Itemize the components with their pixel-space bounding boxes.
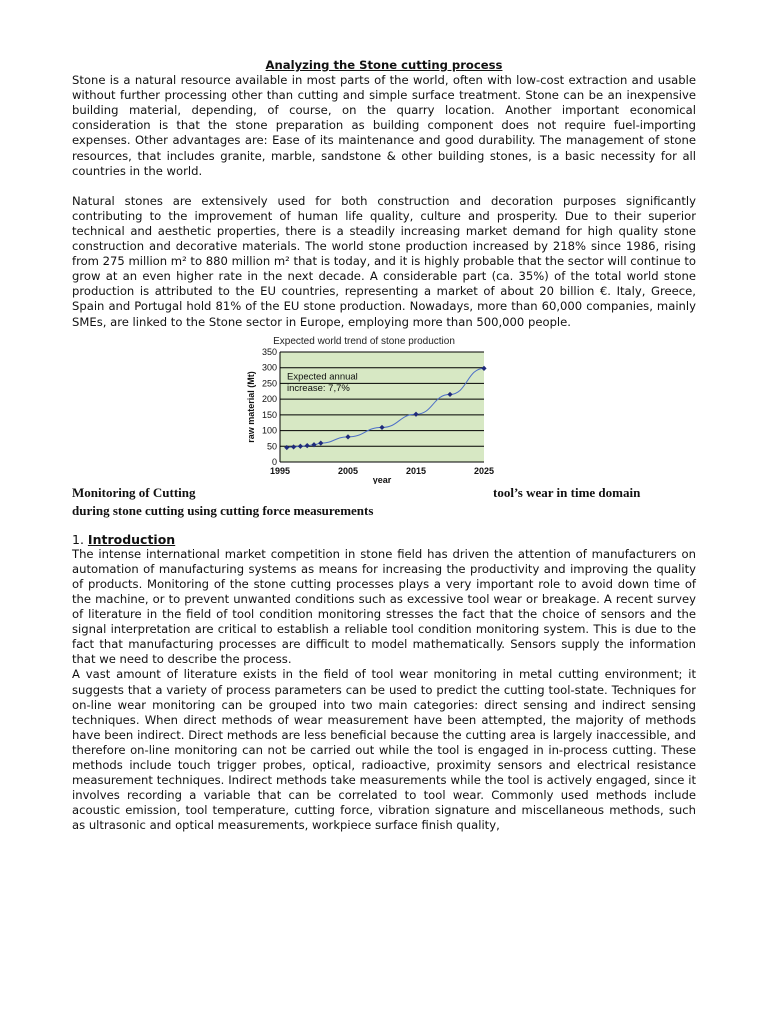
- x-axis-label: year: [372, 474, 392, 484]
- x-tick-label: 2015: [405, 465, 427, 476]
- section-heading: [72, 484, 696, 520]
- y-tick-label: 50: [266, 440, 277, 451]
- y-tick-label: 100: [261, 425, 277, 436]
- production-chart: [240, 334, 496, 484]
- annotation-line-2: increase: 7,7%: [287, 382, 350, 394]
- y-tick-label: 0: [271, 456, 277, 467]
- y-tick-label: 350: [261, 346, 277, 357]
- y-tick-label: 200: [261, 393, 277, 404]
- intro-paragraph-1: The intense international market competition in stone field has driven the attention of manufacturers on automation of manufacturing systems as means for increasing the productivity and improving the quality of products. Monitoring of the stone cutting processes plays a very important role to avoid down time of the machine, or to prevent unwanted conditions such as excessive tool wear or breakage. A recent survey of literature in the field of tool condition monitoring stresses the fact that the choice of sensors and the signal interpretation are critical to establish a reliable tool condition monitoring system. This is due to the fact that manufacturing processes are difficult to model mathematically. Sensors supply the information that we need to describe the process.: [72, 546, 696, 667]
- y-tick-label: 300: [261, 362, 277, 373]
- heading-right: tool’s wear in time domain: [493, 484, 641, 500]
- document-title: Analyzing the Stone cutting process: [265, 58, 503, 72]
- y-tick-label: 250: [261, 378, 277, 389]
- chart-container: [72, 334, 696, 484]
- intro-number: 1.: [72, 531, 84, 547]
- x-tick-label: 2005: [337, 465, 359, 476]
- y-axis-ticks: [262, 347, 277, 467]
- intro-heading: [72, 532, 696, 547]
- heading-line2: during stone cutting using cutting force measurements: [72, 502, 374, 518]
- document-page: [72, 58, 696, 833]
- paragraph-gap: [72, 179, 696, 194]
- annotation-line-1: Expected annual: [287, 371, 358, 383]
- x-tick-label: 2025: [473, 465, 495, 476]
- chart-title: Expected world trend of stone production: [273, 335, 455, 347]
- intro-paragraph-2: A vast amount of literature exists in the field of tool wear monitoring in metal cutting environment; it suggests that a variety of process parameters can be used to predict the cutting tool-state. Techniques for on-line wear monitoring can be grouped into two main categories: direct sensing and indirect sensing techniques. When direct methods of wear measurement have been attempted, the majority of methods have been indirect. Direct methods are less beneficial because the cutting area is largely inaccessible, and therefore on-line monitoring can not be carried out while the tool is engaged in in-process cutting. These methods include touch trigger probes, optical, radioactive, proximity sensors and electrical resistance measurement techniques. Indirect methods take measurements while the tool is actively engaged, since it involves recording a variable that can be correlated to tool wear. Commonly used methods include acoustic emission, tool temperature, cutting force, vibration signature and miscellaneous methods, such as ultrasonic and optical measurements, workpiece surface finish quality,: [72, 667, 696, 833]
- y-axis-label: raw material (Mt): [246, 370, 256, 443]
- intro-label: Introduction: [87, 531, 176, 547]
- y-tick-label: 150: [261, 409, 277, 420]
- paragraph-intro-stone: Stone is a natural resource available in most parts of the world, often with low-cost extraction and usable without further processing other than cutting and simple surface treatment. Stone can be an inexpensive building material, depending, of course, on the quarry location. Another important economical consideration is that the stone preparation as building component does not require fuel-importing expenses. Other advantages are: Ease of its maintenance and good durability. The management of stone resources, that includes granite, marble, sandstone & other building stones, is a basic necessity for all countries in the world.: [72, 73, 696, 178]
- paragraph-natural-stones: Natural stones are extensively used for both construction and decoration purposes significantly contributing to the improvement of human life quality, culture and prosperity. Due to their superior technical and aesthetic properties, there is a steadily increasing market demand for high quality stone construction and decorative materials. The world stone production increased by 218% since 1986, rising from 275 million m² to 880 million m² that is today, and it is highly probable that the sector will continue to grow at an even higher rate in the next decade. A considerable part (ca. 35%) of the total world stone production is attributed to the EU countries, representing a market of about 20 billion €. Italy, Greece, Spain and Portugal hold 81% of the EU stone production. Nowadays, more than 60,000 companies, mainly SMEs, are linked to the Stone sector in Europe, employing more than 500,000 people.: [72, 193, 696, 329]
- heading-left: Monitoring of Cutting: [72, 484, 196, 500]
- x-tick-label: 1995: [269, 465, 291, 476]
